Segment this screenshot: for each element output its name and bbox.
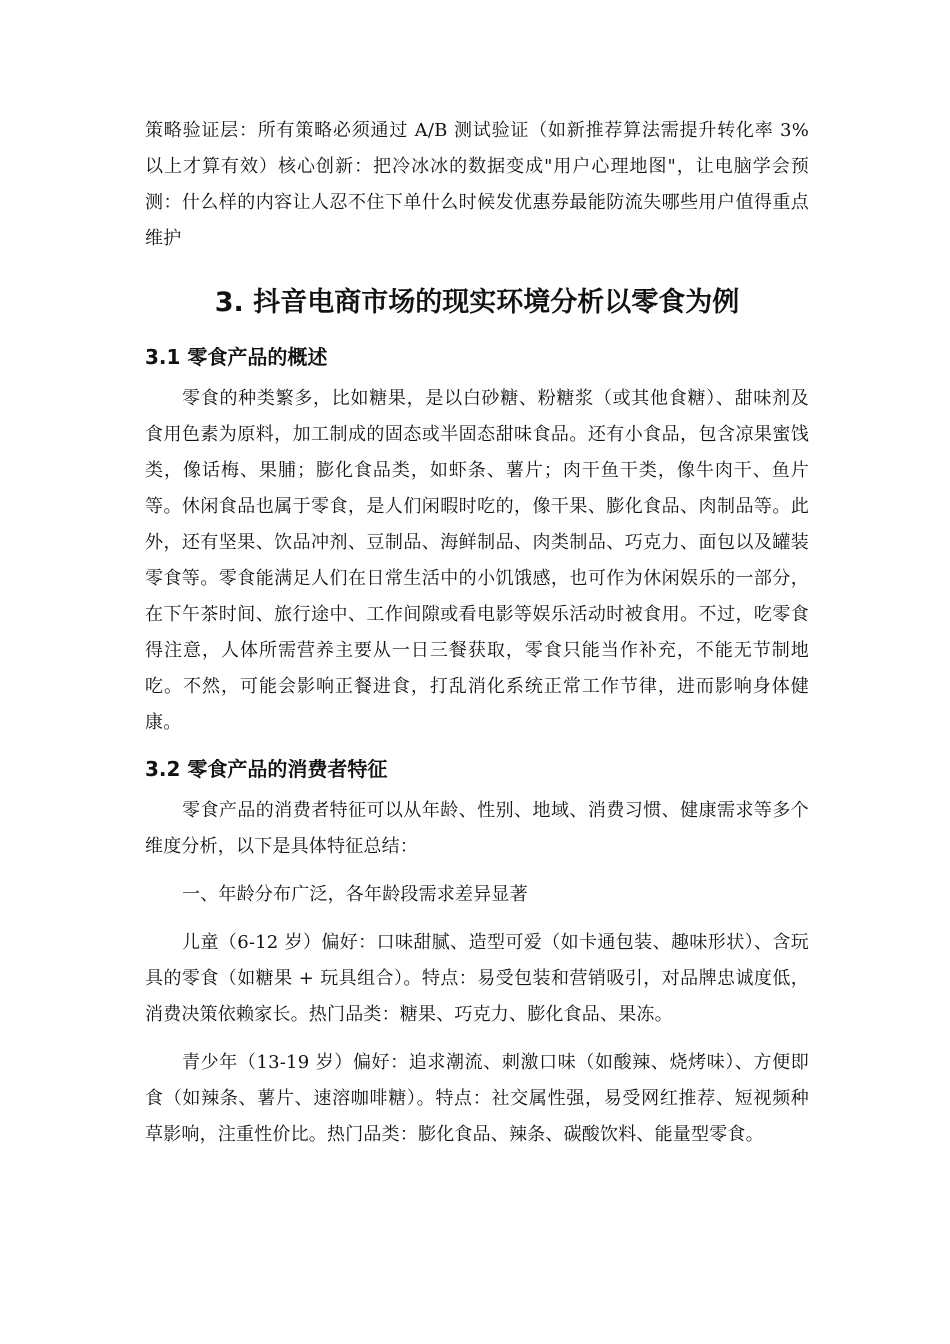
section-3-1-paragraph: 零食的种类繁多，比如糖果，是以白砂糖、粉糖浆（或其他食糖）、甜味剂及食用色素为原料，加工制成的固态或半固态甜味食品。还有小食品，包含凉果蜜饯类，像话梅、果脯；膨化食品类，如虾条、薯片；肉干鱼干类，像牛肉干、鱼片等。休闲食品也属于零食，是人们闲暇时吃的，像干果、膨化食品、肉制品等。此外，还有坚果、饮品冲剂、豆制品、海鲜制品、肉类制品、巧克力、面包以及罐装零食等。零食能满足人们在日常生活中的小饥饿感，也可作为休闲娱乐的一部分，在下午茶时间、旅行途中、工作间隙或看电影等娱乐活动时被食用。不过，吃零食得注意，人体所需营养主要从一日三餐获取，零食只能当作补充，不能无节制地吃。不然，可能会影响正餐进食，打乱消化系统正常工作节律，进而影响身体健康。 [145, 388, 809, 733]
section-3-2-heading: 3.2 零食产品的消费者特征 [145, 757, 388, 781]
section-3-2-intro-paragraph: 零食产品的消费者特征可以从年龄、性别、地域、消费习惯、健康需求等多个维度分析，以下是具体特征总结： [145, 800, 809, 857]
document-body [145, 113, 809, 1153]
age-distribution-subheading: 一、年龄分布广泛，各年龄段需求差异显著 [182, 884, 528, 905]
teens-paragraph: 青少年（13-19 岁）偏好：追求潮流、刺激口味（如酸辣、烧烤味）、方便即食（如辣条、薯片、速溶咖啡糖）。特点：社交属性强，易受网红推荐、短视频种草影响，注重性价比。热门品类：膨化食品、辣条、碳酸饮料、能量型零食。 [145, 1052, 809, 1145]
section-3-1-heading: 3.1 零食产品的概述 [145, 345, 328, 369]
children-paragraph: 儿童（6-12 岁）偏好：口味甜腻、造型可爱（如卡通包装、趣味形状）、含玩具的零食（如糖果 + 玩具组合）。特点：易受包装和营销吸引，对品牌忠诚度低，消费决策依赖家长。热门品类：糖果、巧克力、膨化食品、果冻。 [145, 932, 809, 1025]
section-3-heading: 3. 抖音电商市场的现实环境分析以零食为例 [214, 287, 740, 318]
intro-paragraph: 策略验证层：所有策略必须通过 A/B 测试验证（如新推荐算法需提升转化率 3% 以上才算有效）核心创新：把冷冰冰的数据变成"用户心理地图"，让电脑学会预测：什么样的内容让人忍不住下单什么时候发优惠券最能防流失哪些用户值得重点维护 [145, 120, 809, 249]
